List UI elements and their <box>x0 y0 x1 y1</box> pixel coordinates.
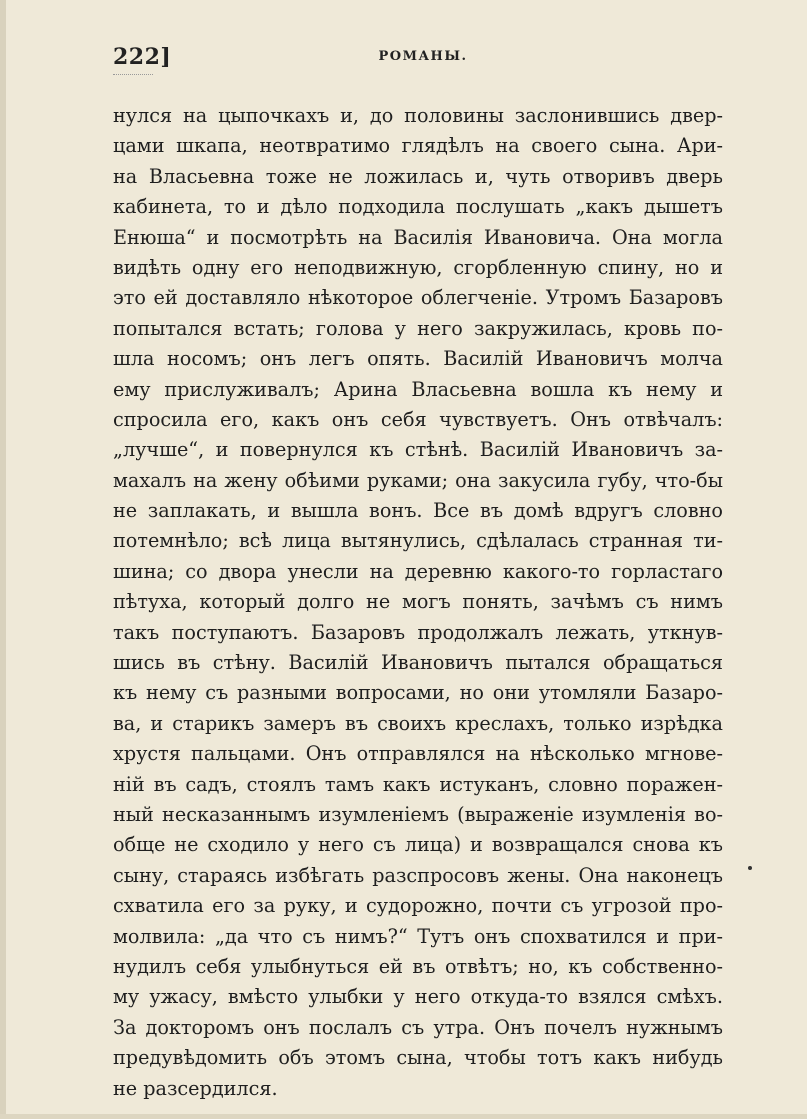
page-bottom-edge <box>0 1114 807 1119</box>
text-line: видѣть одну его неподвижную, сгорбленную спину, но и <box>113 255 723 279</box>
text-line: пѣтуха, который долго не могъ понять, зачѣмъ съ нимъ <box>113 590 723 614</box>
text-line: ва, и старикъ замеръ въ своихъ креслахъ, только изрѣдка <box>113 711 723 735</box>
text-line: на Власьевна тоже не ложилась и, чуть отворивъ дверь <box>113 164 723 188</box>
text-line: обще не сходило у него съ лица) и возвращался снова къ <box>113 833 723 857</box>
text-line: цами шкапа, неотвратимо глядѣлъ на своего сына. Ари- <box>113 134 723 158</box>
text-line: За докторомъ онъ послалъ съ утра. Онъ почелъ нужнымъ <box>113 1015 723 1039</box>
page-left-edge <box>0 0 6 1119</box>
text-line: это ей доставляло нѣкоторое облегченіе. Утромъ Базаровъ <box>113 286 723 310</box>
text-line: схватила его за руку, и судорожно, почти съ угрозой про- <box>113 894 723 918</box>
text-line: Енюша“ и посмотрѣть на Василія Ивановича. Она могла <box>113 225 723 249</box>
text-line: молвила: „да что съ нимъ?“ Тутъ онъ спохватился и при- <box>113 924 723 948</box>
text-line: шина; со двора унесли на деревню какого-то горластаго <box>113 559 723 583</box>
text-line: къ нему съ разными вопросами, но они утомляли Базаро- <box>113 681 723 705</box>
text-line: хрустя пальцами. Онъ отправлялся на нѣсколько мгнове- <box>113 742 723 766</box>
text-line: шись въ стѣну. Василій Ивановичъ пытался обращаться <box>113 651 723 675</box>
text-line: попытался встать; голова у него закружилась, кровь по- <box>113 316 723 340</box>
header-rule <box>113 74 153 75</box>
text-line: сыну, стараясь избѣгать разспросовъ жены. Она наконецъ <box>113 863 723 887</box>
text-line: ный несказаннымъ изумленіемъ (выраженіе изумленія во- <box>113 802 723 826</box>
text-line: предувѣдомить объ этомъ сына, чтобы тотъ какъ нибудь <box>113 1046 723 1070</box>
text-line: ему прислуживалъ; Арина Власьевна вошла къ нему и <box>113 377 723 401</box>
text-line: „лучше“, и повернулся къ стѣнѣ. Василій Ивановичъ за- <box>113 438 723 462</box>
page-number: 222] <box>113 44 172 70</box>
running-head: РОМАНЫ. <box>378 49 468 64</box>
stray-ink-mark <box>748 866 752 870</box>
body-text <box>113 101 723 1104</box>
text-line: не разсердился. <box>113 1076 278 1100</box>
text-line: спросила его, какъ онъ себя чувствуетъ. Онъ отвѣчалъ: <box>113 407 723 431</box>
text-line: шла носомъ; онъ легъ опять. Василій Ивановичъ молча <box>113 347 723 371</box>
text-line: нулся на цыпочкахъ и, до половины заслонившись двер- <box>113 104 723 127</box>
text-line: нудилъ себя улыбнуться ей въ отвѣтъ; но, къ собственно- <box>113 954 723 978</box>
text-line: такъ поступаютъ. Базаровъ продолжалъ лежать, уткнув- <box>113 620 723 644</box>
page-header <box>113 44 723 74</box>
text-line: махалъ на жену обѣими руками; она закусила губу, что-бы <box>113 468 723 492</box>
text-line: кабинета, то и дѣло подходила послушать „какъ дышетъ <box>113 195 723 219</box>
text-line: не заплакать, и вышла вонъ. Все въ домѣ вдругъ словно <box>113 499 723 523</box>
text-line: ній въ садъ, стоялъ тамъ какъ истуканъ, словно поражен- <box>113 772 723 796</box>
text-line: му ужасу, вмѣсто улыбки у него откуда-то взялся смѣхъ. <box>113 985 723 1009</box>
text-line: потемнѣло; всѣ лица вытянулись, сдѣлалась странная ти- <box>113 529 723 553</box>
